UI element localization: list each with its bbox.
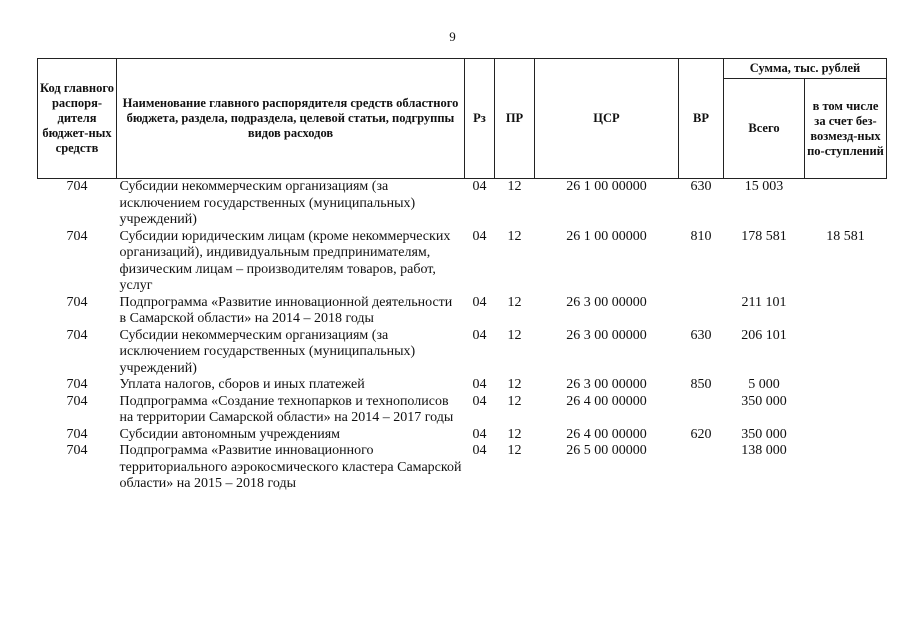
- row-vr: 810: [690, 228, 712, 244]
- row-pr: 12: [507, 327, 522, 343]
- row-csr: 26 4 00 00000: [566, 426, 647, 442]
- row-total: 206 101: [741, 327, 787, 343]
- row-rz: 04: [472, 426, 487, 442]
- row-pr: 12: [507, 443, 522, 458]
- header-csr: ЦСР: [535, 59, 679, 179]
- row-rz: 04: [472, 179, 487, 194]
- row-incl: 18 581: [826, 228, 865, 244]
- row-csr: 26 3 00 00000: [566, 377, 647, 392]
- row-pr: 12: [507, 228, 522, 244]
- table-row: [38, 443, 887, 493]
- row-name: Субсидии некоммерческим организациям (за исключением государственных (муниципальных) учреждений): [119, 179, 416, 227]
- row-csr: 26 1 00 00000: [566, 179, 647, 194]
- row-incl: [805, 443, 887, 493]
- row-incl: [805, 377, 887, 394]
- row-total: 5 000: [748, 377, 780, 392]
- row-rz: 04: [472, 443, 487, 458]
- table-row: [38, 295, 887, 328]
- row-vr: [679, 394, 724, 427]
- header-sum: Сумма, тыс. рублей: [724, 59, 887, 79]
- row-incl: [805, 394, 887, 427]
- header-rz: Рз: [465, 59, 495, 179]
- row-vr: 630: [690, 179, 712, 194]
- table-row: [38, 377, 887, 394]
- row-code: 704: [66, 443, 88, 458]
- page-number: 9: [449, 29, 456, 44]
- row-name: Подпрограмма «Развитие инновационного территориального аэрокосмического кластера Самарской области» на 2015 – 2018 годы: [119, 443, 462, 491]
- row-rz: 04: [472, 393, 487, 409]
- header-total: Всего: [724, 79, 805, 179]
- row-code: 704: [66, 179, 88, 194]
- row-total: 350 000: [741, 393, 787, 409]
- row-incl: [805, 427, 887, 444]
- row-code: 704: [66, 377, 88, 392]
- row-vr: 850: [690, 377, 712, 392]
- row-name: Субсидии юридическим лицам (кроме некоммерческих организаций), индивидуальным предпринимателям, физическим лицам – производителям товаров, работ, услуг: [119, 228, 451, 293]
- row-vr: [679, 295, 724, 328]
- row-incl: [805, 328, 887, 378]
- row-code: 704: [66, 327, 88, 343]
- row-pr: 12: [507, 294, 522, 310]
- row-incl: [805, 295, 887, 328]
- table-body: [38, 179, 887, 493]
- budget-table: [37, 58, 887, 493]
- header-name: Наименование главного распорядителя средств областного бюджета, раздела, подраздела, целевой статьи, подгруппы видов расходов: [117, 59, 465, 179]
- row-pr: 12: [507, 377, 522, 392]
- row-name: Субсидии некоммерческим организациям (за исключением государственных (муниципальных) учреждений): [119, 327, 416, 376]
- row-name: Подпрограмма «Создание технопарков и технополисов на территории Самарской области» на 2014 – 2017 годы: [119, 393, 454, 425]
- row-total: 178 581: [741, 228, 787, 244]
- row-csr: 26 3 00 00000: [566, 327, 647, 343]
- header-pr: ПР: [495, 59, 535, 179]
- row-rz: 04: [472, 377, 487, 392]
- row-csr: 26 5 00 00000: [566, 443, 647, 458]
- row-rz: 04: [472, 294, 487, 310]
- row-code: 704: [66, 228, 88, 244]
- row-name: Уплата налогов, сборов и иных платежей: [119, 377, 365, 392]
- row-rz: 04: [472, 228, 487, 244]
- header-vr: ВР: [679, 59, 724, 179]
- row-total: 138 000: [741, 443, 787, 458]
- table-row: [38, 427, 887, 444]
- row-csr: 26 3 00 00000: [566, 294, 647, 310]
- row-csr: 26 1 00 00000: [566, 228, 647, 244]
- table-row: [38, 179, 887, 229]
- table-row: [38, 328, 887, 378]
- row-code: 704: [66, 426, 88, 442]
- row-pr: 12: [507, 393, 522, 409]
- row-total: 15 003: [744, 179, 784, 194]
- row-incl: [805, 179, 887, 229]
- header-incl: в том числе за счет без-возмезд-ных по-ступлений: [805, 79, 887, 179]
- row-total: 211 101: [741, 294, 787, 310]
- table-row: [38, 394, 887, 427]
- table-header: [38, 59, 887, 179]
- row-vr: 620: [690, 426, 712, 442]
- row-pr: 12: [507, 179, 522, 194]
- row-code: 704: [66, 294, 88, 310]
- row-total: 350 000: [741, 426, 787, 442]
- row-vr: [679, 443, 724, 493]
- row-name: Подпрограмма «Развитие инновационной деятельности в Самарской области» на 2014 – 2018 годы: [119, 294, 453, 326]
- row-vr: 630: [690, 327, 712, 343]
- row-csr: 26 4 00 00000: [566, 393, 647, 409]
- table-row: [38, 229, 887, 295]
- header-code: Код главного распоря-дителя бюджет-ных средств: [38, 59, 117, 179]
- row-rz: 04: [472, 327, 487, 343]
- row-code: 704: [66, 393, 88, 409]
- row-name: Субсидии автономным учреждениям: [119, 426, 341, 442]
- row-pr: 12: [507, 426, 522, 442]
